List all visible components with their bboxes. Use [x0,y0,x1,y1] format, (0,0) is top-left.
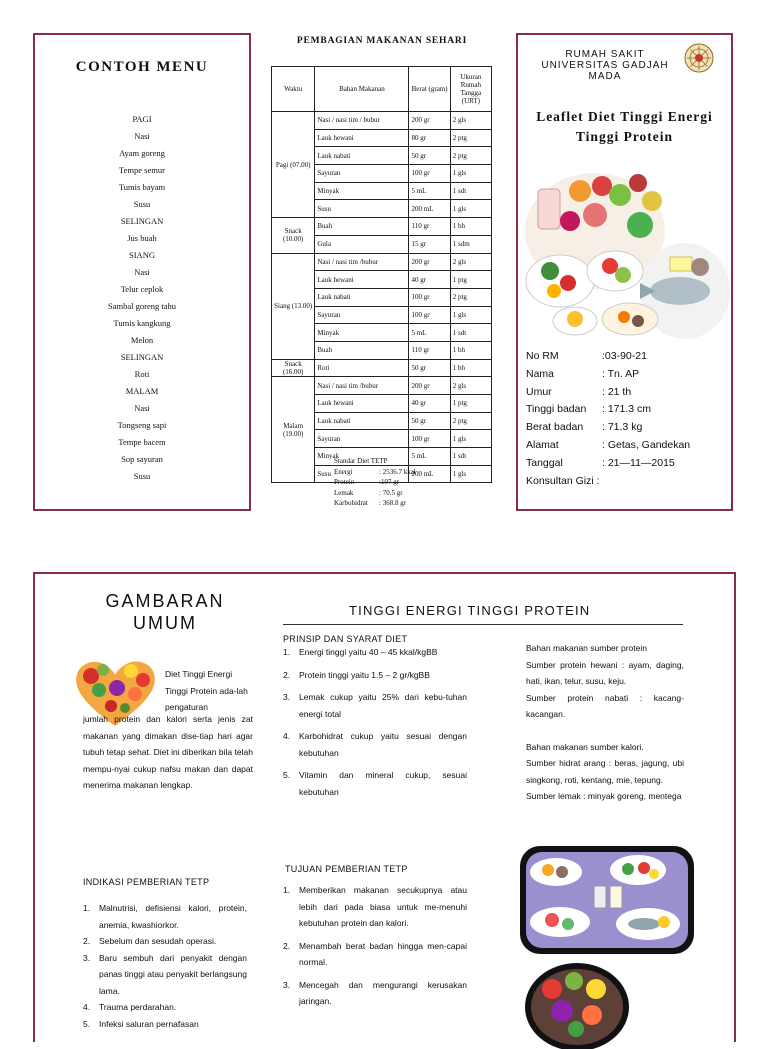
berat-cell: 5 mL [409,448,450,466]
standar-label: Lemak [334,488,354,497]
list-number: 5. [83,1018,91,1029]
menu-item: Roti [134,369,150,379]
tujuan-item [283,938,467,971]
urt-cell: 1 ptg [450,271,491,289]
standar-value: : 2536.7 kkal [379,467,416,476]
prinsip-list [283,644,467,806]
list-text: Protein tinggi yaitu 1.5 – 2 gr/kgBB [299,669,430,680]
tujuan-item [283,977,467,1010]
patient-value: : Getas, Gandekan [602,438,691,451]
menu-item: Susu [133,199,151,209]
menu-item: Sambal goreng tahu [108,301,176,311]
berat-cell: 100 gr [409,288,450,306]
berat-cell: 80 gr [409,129,450,147]
berat-cell: 200 gr [409,377,450,395]
indikasi-item [83,933,247,950]
patient-label: No RM [526,350,559,362]
indikasi-item [83,999,247,1016]
berat-cell: 100 gr [409,165,450,183]
berat-cell: 40 gr [409,395,450,413]
urt-cell: 1 ptg [450,395,491,413]
menu-item: SIANG [129,250,155,260]
patient-value: : 71.3 kg [602,421,643,434]
bahan-cell: Lauk hewani [315,271,409,289]
prinsip-item [283,767,467,800]
indikasi-item [83,900,247,933]
bahan-cell: Minyak [315,324,409,342]
list-number: 2. [283,669,291,680]
patient-label: Nama [526,367,555,380]
bahan-cell: Nasi / nasi tim /bubur [315,377,409,395]
menu-item: Sop sayuran [121,454,163,464]
menu-item: Tumis bayam [118,182,166,192]
berat-cell: 15 gr [409,235,450,253]
bahan-cell: Buah [315,218,409,236]
bahan-cell: Sayuran [315,430,409,448]
header-bahan: Bahan Makanan [315,67,409,112]
bahan-cell: Gula [315,235,409,253]
patient-row [526,455,690,473]
prinsip-item [283,728,467,761]
urt-cell: 2 gls [450,253,491,271]
menu-item: Tongseng sapi [117,420,167,430]
urt-cell: 2 gls [450,377,491,395]
menu-item: Tumis kangkung [113,318,171,328]
list-number: 1. [83,903,91,913]
patient-label: Alamat [526,438,559,451]
list-text: Menambah berat badan hingga men-capai normal. [299,940,467,967]
table-row [272,377,492,395]
vegetable-bowl-image [522,959,632,1049]
pembagian-makanan-section [268,36,496,507]
table-row [272,253,492,271]
menu-list [35,111,249,485]
bahan-cell: Lauk nabati [315,412,409,430]
sumber-makanan [526,640,684,805]
list-text: Baru sembuh dari penyakit dengan panas tinggi atau penyakit berlangsung lama. [99,952,247,996]
berat-cell: 110 gr [409,341,450,359]
urt-cell: 1 gls [450,306,491,324]
patient-label: Umur [526,385,552,398]
berat-cell: 50 gr [409,412,450,430]
patient-row [526,366,690,384]
list-text: Infeksi saluran pernafasan [99,1018,199,1029]
list-number: 5. [283,770,291,780]
patient-row [526,348,690,366]
standar-row [334,477,416,488]
urt-cell: 1 bh [450,341,491,359]
patient-value: :03-90-21 [602,350,647,362]
bahan-cell: Susu [315,465,409,483]
waktu-cell: Siang (13.00) [272,253,315,359]
urt-cell: 1 bh [450,218,491,236]
standar-title: Standar Diet TETP [334,457,388,465]
standar-row [334,488,416,499]
list-text: Vitamin dan mineral cukup, sesuai kebutuhan [299,770,467,797]
contoh-menu-title: CONTOH MENU [75,59,209,75]
patient-value: : 171.3 cm [602,403,652,416]
patient-row [526,473,690,491]
menu-item: Telur ceplok [120,284,164,294]
cover-panel [516,33,733,511]
list-text: Memberikan makanan secukupnya atau lebih dari pada biasa untuk me-menuhi kebutuhan protein dan kalori. [299,885,467,928]
menu-item: Susu [133,471,151,481]
list-number: 3. [83,952,91,963]
patient-label: Tinggi badan [526,403,587,416]
bahan-cell: Lauk hewani [315,129,409,147]
sumber-protein-hewani: Sumber protein hewani : ayam, daging, hati, ikan, telur, susu, keju. [526,659,684,686]
bahan-cell: Nasi / nasi tim / bubur [315,112,409,130]
list-text: Trauma perdarahan. [99,1002,177,1012]
list-text: Energi tinggi yaitu 40 – 45 kkal/kgBB [299,647,438,657]
menu-item: Tempe semur [119,165,165,175]
bahan-cell: Lauk nabati [315,288,409,306]
tujuan-item [283,882,467,932]
patient-row [526,384,690,402]
healthy-food-image [520,171,730,343]
header-waktu: Waktu [272,67,315,112]
patient-value: : Tn. AP [602,367,640,380]
berat-cell: 200 gr [409,112,450,130]
menu-item: Ayam goreng [119,148,165,158]
berat-cell: 100 gr [409,306,450,324]
contoh-menu-panel [33,33,251,511]
berat-cell: 40 gr [409,271,450,289]
berat-cell: 110 gr [409,218,450,236]
bahan-cell: Sayuran [315,306,409,324]
list-number: 1. [283,647,291,657]
list-text: Karbohidrat cukup yaitu sesuai dengan kebutuhan [299,731,467,758]
urt-cell: 2 ptg [450,129,491,147]
list-text: Sebelum dan sesudah operasi. [99,936,217,946]
standar-diet [334,456,416,509]
berat-cell: 5 mL [409,324,450,342]
menu-item: SELINGAN [120,216,164,226]
indikasi-item [83,950,247,1000]
urt-cell: 2 ptg [450,412,491,430]
menu-item: Nasi [134,403,150,413]
patient-label: Konsultan Gizi : [526,474,600,487]
berat-cell: 200 gr [409,253,450,271]
sumber-lemak: Sumber lemak : minyak goreng, mentega [526,791,682,801]
waktu-cell: Snack (10.00) [272,218,315,253]
cover-title: Leaflet Diet Tinggi Energi Tinggi Protein [536,109,713,144]
sumber-protein-heading: Bahan makanan sumber protein [526,643,647,653]
sumber-hidrat-arang: Sumber hidrat arang : beras, jagung, ubi singkong, roti, kentang, mie, tepung. [526,758,684,785]
meal-plate-image [518,844,696,956]
urt-cell: 1 gls [450,165,491,183]
bahan-cell: Lauk hewani [315,395,409,413]
standar-value: :107 gr [379,478,400,486]
table-row [272,112,492,130]
urt-cell: 1 sdt [450,182,491,200]
standar-row [334,498,416,509]
list-number: 2. [83,936,91,946]
standar-label: Energi [334,467,353,476]
bahan-cell: Nasi / nasi tim /bubur [315,253,409,271]
gambaran-text-top: Diet Tinggi Energi Tinggi Protein ada-lah pengaturan [165,669,248,712]
header-berat: Berat (gram) [409,67,450,112]
berat-cell: 100 gr [409,430,450,448]
standar-value: : 368.8 gr [379,499,407,507]
list-number: 3. [283,692,291,702]
header-urt: Ukuran Rumah Tangga (URT) [450,67,491,112]
urt-cell: 1 sdt [450,448,491,466]
list-number: 1. [283,885,291,895]
menu-item: Melon [130,335,154,345]
urt-cell: 1 sdt [450,324,491,342]
list-text: Lemak cukup yaitu 25% dari kebu-tuhan energi total [299,692,467,719]
patient-info [526,348,690,490]
urt-cell: 1 bh [450,359,491,377]
sumber-kalori-heading: Bahan makanan sumber kalori. [526,741,644,752]
list-text: Malnutrisi, defisiensi kalori, protein, anemia, kwashiorkor. [99,903,247,930]
urt-cell: 1 gls [450,430,491,448]
standar-label: Karbohidrat [334,499,368,507]
bahan-cell: Lauk nabati [315,147,409,165]
gambaran-text-body: jumlah protein dan kalori serta jenis zat makanan yang dimakan dise-tiap hari agar tubuh tetap sehat. Diet ini diberikan bila telah mempu-nyai cukup nafsu makan dan dapat menerima makanan lengkap. [83,714,253,790]
prinsip-item [283,689,467,722]
waktu-cell: Snack (16.00) [272,359,315,377]
waktu-cell: Pagi (07.00) [272,112,315,218]
patient-row [526,437,690,455]
standar-value: : 70.5 gr [379,488,403,497]
bahan-cell: Susu [315,200,409,218]
patient-label: Berat badan [526,421,584,434]
bahan-cell: Minyak [315,448,409,466]
waktu-cell: Malam (19.00) [272,377,315,483]
hospital-name: RUMAH SAKIT UNIVERSITAS GADJAH MADA [541,49,669,82]
standar-label: Protein [334,478,355,486]
bahan-cell: Minyak [315,182,409,200]
main-title: TINGGI ENERGI TINGGI PROTEIN [283,603,683,625]
patient-label: Tanggal [526,456,563,469]
tujuan-list [283,882,467,1016]
table-row [272,359,492,377]
urt-cell: 2 gls [450,112,491,130]
bahan-cell: Roti [315,359,409,377]
menu-item: MALAM [125,386,159,396]
urt-cell: 2 ptg [450,147,491,165]
urt-cell: 1 gls [450,465,491,483]
list-number: 2. [283,940,291,951]
prinsip-item [283,667,467,684]
standar-row [334,467,416,478]
pembagian-title: PEMBAGIAN MAKANAN SEHARI [296,36,468,46]
berat-cell: 5 mL [409,182,450,200]
menu-item: Nasi [134,267,150,277]
berat-cell: 50 gr [409,147,450,165]
menu-item: PAGI [132,114,152,124]
prinsip-item [283,644,467,661]
patient-row [526,401,690,419]
sumber-protein-nabati: Sumber protein nabati : kacang-kacangan. [526,692,684,719]
menu-item: Nasi [134,131,150,141]
list-text: Mencegah dan mengurangi kerusakan jaringan. [299,979,467,1006]
berat-cell: 200 mL [409,200,450,218]
urt-cell: 2 ptg [450,288,491,306]
list-number: 4. [283,731,291,741]
indikasi-title: INDIKASI PEMBERIAN TETP [83,877,210,887]
patient-value: : 21 th [602,385,632,398]
berat-cell: 50 gr [409,359,450,377]
urt-cell: 1 sdm [450,235,491,253]
patient-row [526,419,690,437]
menu-item: Jus buah [127,233,157,243]
bahan-cell: Buah [315,341,409,359]
menu-item: SELINGAN [120,352,164,362]
ugm-logo-icon [684,43,714,73]
meal-table [271,66,492,483]
list-number: 3. [283,979,291,990]
patient-value: : 21—11—2015 [602,456,675,469]
list-number: 4. [83,1002,91,1012]
bottom-panel [33,572,736,1042]
tujuan-title: TUJUAN PEMBERIAN TETP [285,864,408,874]
meal-table-header [272,67,492,112]
berat-cell: 200 mL [409,465,450,483]
urt-cell: 1 gls [450,200,491,218]
menu-item: Tempe bacem [118,437,166,447]
indikasi-list [83,900,247,1032]
gambaran-umum-title: GAMBARAN UMUM [105,591,225,633]
bahan-cell: Sayuran [315,165,409,183]
prinsip-title: PRINSIP DAN SYARAT DIET [283,634,408,644]
table-row [272,218,492,236]
